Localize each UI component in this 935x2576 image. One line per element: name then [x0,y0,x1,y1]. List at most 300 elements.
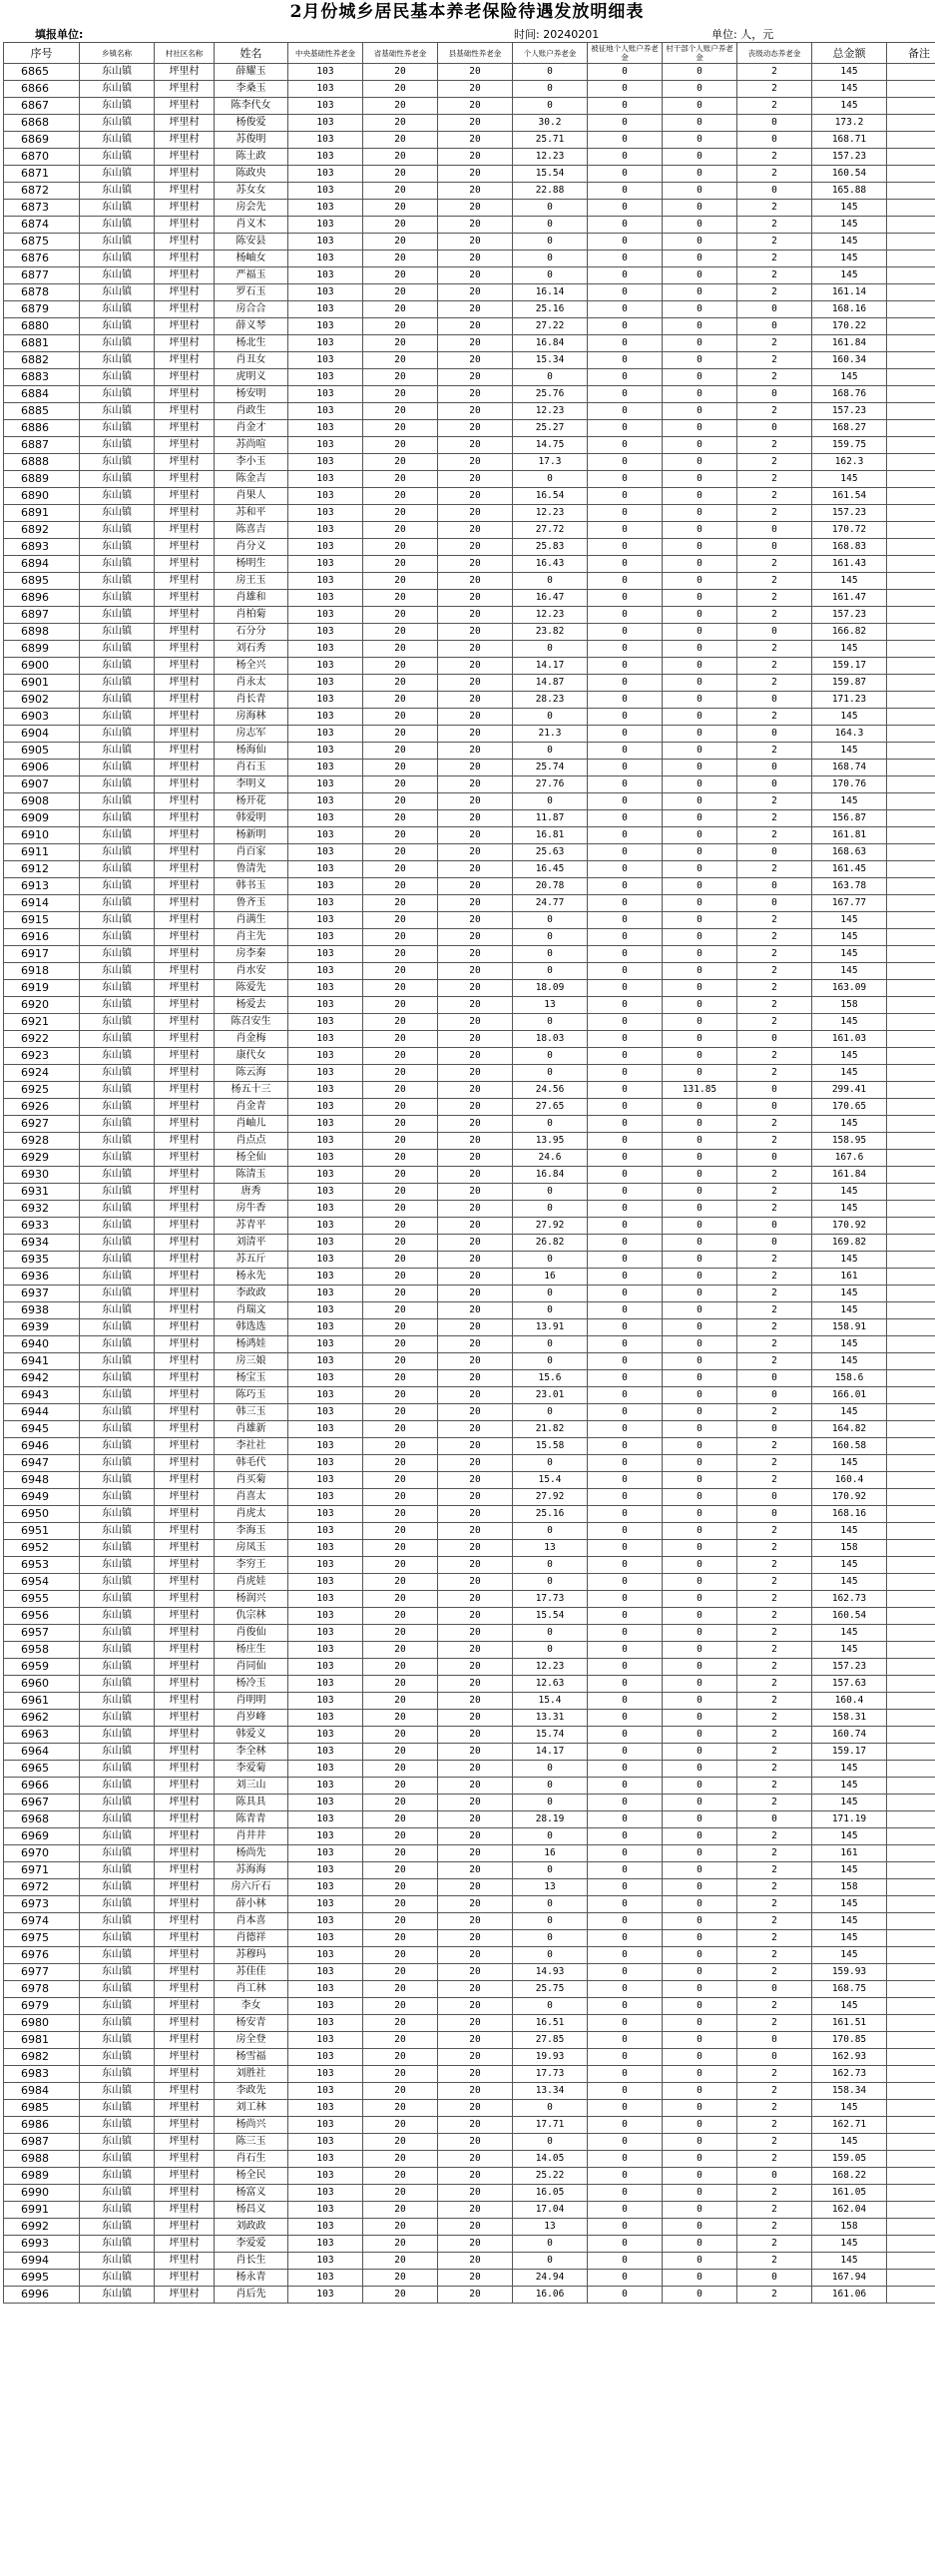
cell-name: 李桑玉 [215,81,288,98]
cell-name: 李爱爱 [215,2236,288,2253]
cell-name: 杨尚兴 [215,2117,288,2134]
cell-total: 145 [812,1286,887,1302]
cell-county: 20 [438,1286,513,1302]
cell-land-acquired: 0 [588,149,663,166]
cell-county: 20 [438,183,513,200]
cell-village-cadre: 0 [663,2219,737,2236]
cell-central: 103 [288,2083,363,2100]
cell-town: 东山镇 [80,1286,155,1302]
col-header-town: 乡镇名称 [80,43,155,64]
cell-central: 103 [288,1879,363,1896]
cell-total: 145 [812,641,887,658]
cell-name: 陈云海 [215,1065,288,1082]
cell-village: 坪里村 [155,1472,215,1489]
cell-total: 158.31 [812,1710,887,1727]
cell-name: 陈巧玉 [215,1387,288,1404]
cell-seq: 6977 [4,1964,80,1981]
cell-town: 东山镇 [80,454,155,471]
cell-village: 坪里村 [155,1879,215,1896]
cell-land-acquired: 0 [588,1625,663,1642]
cell-remark [887,2219,935,2236]
cell-land-acquired: 0 [588,2287,663,2304]
cell-central: 103 [288,352,363,369]
cell-name: 肖分义 [215,539,288,556]
cell-name: 房牛香 [215,1201,288,1218]
cell-seq: 6947 [4,1455,80,1472]
cell-village-cadre: 0 [663,861,737,878]
cell-county: 20 [438,352,513,369]
cell-seq: 6939 [4,1319,80,1336]
cell-name: 陈清玉 [215,1167,288,1184]
cell-name: 韩书玉 [215,878,288,895]
cell-central: 103 [288,1235,363,1252]
cell-land-acquired: 0 [588,1557,663,1574]
cell-total: 145 [812,1252,887,1269]
cell-personal: 0 [513,1252,588,1269]
cell-dynamic: 2 [737,1184,812,1201]
cell-village: 坪里村 [155,217,215,234]
cell-remark [887,1082,935,1099]
cell-seq: 6926 [4,1099,80,1116]
cell-central: 103 [288,454,363,471]
cell-remark [887,98,935,115]
cell-total: 161 [812,1845,887,1862]
cell-land-acquired: 0 [588,861,663,878]
cell-total: 145 [812,369,887,386]
table-row [4,1370,935,1387]
cell-town: 东山镇 [80,1116,155,1133]
cell-dynamic: 2 [737,1404,812,1421]
cell-personal: 0 [513,1065,588,1082]
cell-county: 20 [438,1591,513,1608]
cell-seq: 6985 [4,2100,80,2117]
cell-county: 20 [438,1795,513,1811]
cell-total: 145 [812,1065,887,1082]
table-row [4,641,935,658]
cell-village: 坪里村 [155,810,215,827]
cell-central: 103 [288,2236,363,2253]
cell-village: 坪里村 [155,1133,215,1150]
cell-central: 103 [288,607,363,624]
cell-village-cadre: 0 [663,1235,737,1252]
cell-village-cadre: 0 [663,1659,737,1676]
cell-central: 103 [288,1353,363,1370]
cell-central: 103 [288,1761,363,1778]
cell-name: 陈召安生 [215,1014,288,1031]
cell-total: 299.41 [812,1082,887,1099]
cell-remark [887,1693,935,1710]
table-row [4,1387,935,1404]
cell-county: 20 [438,1625,513,1642]
cell-town: 东山镇 [80,1353,155,1370]
cell-county: 20 [438,1845,513,1862]
cell-total: 145 [812,709,887,726]
cell-personal: 0 [513,2236,588,2253]
cell-seq: 6900 [4,658,80,675]
cell-dynamic: 2 [737,81,812,98]
col-header-village: 村社区名称 [155,43,215,64]
cell-province: 20 [363,946,438,963]
cell-remark [887,2049,935,2066]
cell-village-cadre: 0 [663,217,737,234]
cell-land-acquired: 0 [588,217,663,234]
cell-village-cadre: 0 [663,386,737,403]
cell-dynamic: 2 [737,352,812,369]
cell-town: 东山镇 [80,2168,155,2185]
cell-seq: 6892 [4,522,80,539]
cell-personal: 12.23 [513,149,588,166]
cell-county: 20 [438,929,513,946]
cell-village-cadre: 0 [663,980,737,997]
cell-province: 20 [363,1218,438,1235]
cell-remark [887,2270,935,2287]
cell-village: 坪里村 [155,1947,215,1964]
cell-village-cadre: 0 [663,946,737,963]
cell-remark [887,1608,935,1625]
cell-town: 东山镇 [80,2270,155,2287]
cell-land-acquired: 0 [588,929,663,946]
cell-village-cadre: 0 [663,183,737,200]
cell-village-cadre: 0 [663,878,737,895]
cell-province: 20 [363,64,438,81]
cell-village-cadre: 0 [663,1489,737,1506]
cell-personal: 0 [513,1761,588,1778]
cell-name: 肖满生 [215,912,288,929]
cell-seq: 6903 [4,709,80,726]
cell-personal: 0 [513,1896,588,1913]
cell-dynamic: 0 [737,1489,812,1506]
cell-province: 20 [363,1031,438,1048]
cell-dynamic: 2 [737,1167,812,1184]
cell-name: 肖虎娃 [215,1574,288,1591]
cell-total: 158 [812,997,887,1014]
cell-village: 坪里村 [155,1523,215,1540]
cell-province: 20 [363,1727,438,1744]
cell-remark [887,81,935,98]
cell-personal: 0 [513,98,588,115]
cell-province: 20 [363,81,438,98]
cell-name: 鲁清先 [215,861,288,878]
cell-province: 20 [363,1761,438,1778]
cell-village-cadre: 0 [663,149,737,166]
table-row [4,1727,935,1744]
cell-seq: 6940 [4,1336,80,1353]
cell-central: 103 [288,488,363,505]
cell-county: 20 [438,1964,513,1981]
cell-county: 20 [438,1930,513,1947]
cell-county: 20 [438,1269,513,1286]
cell-village: 坪里村 [155,183,215,200]
table-row [4,2168,935,2185]
cell-village-cadre: 0 [663,301,737,318]
cell-province: 20 [363,1387,438,1404]
cell-total: 157.63 [812,1676,887,1693]
cell-village-cadre: 0 [663,1269,737,1286]
cell-name: 李海玉 [215,1523,288,1540]
cell-central: 103 [288,1031,363,1048]
cell-dynamic: 0 [737,115,812,132]
cell-personal: 0 [513,234,588,251]
cell-seq: 6928 [4,1133,80,1150]
cell-total: 168.83 [812,539,887,556]
cell-personal: 14.17 [513,658,588,675]
cell-central: 103 [288,1116,363,1133]
cell-land-acquired: 0 [588,1828,663,1845]
cell-dynamic: 2 [737,2015,812,2032]
cell-central: 103 [288,692,363,709]
cell-total: 159.17 [812,658,887,675]
cell-town: 东山镇 [80,64,155,81]
cell-county: 20 [438,284,513,301]
table-row [4,624,935,641]
cell-town: 东山镇 [80,369,155,386]
cell-village: 坪里村 [155,1370,215,1387]
cell-village: 坪里村 [155,1964,215,1981]
cell-central: 103 [288,1693,363,1710]
cell-remark [887,1964,935,1981]
cell-name: 刘政政 [215,2219,288,2236]
cell-province: 20 [363,369,438,386]
cell-province: 20 [363,1710,438,1727]
cell-remark [887,1387,935,1404]
cell-province: 20 [363,2134,438,2151]
cell-personal: 0 [513,1557,588,1574]
cell-village: 坪里村 [155,895,215,912]
cell-village: 坪里村 [155,251,215,267]
cell-province: 20 [363,590,438,607]
cell-central: 103 [288,1540,363,1557]
cell-total: 145 [812,1523,887,1540]
cell-village: 坪里村 [155,1845,215,1862]
cell-province: 20 [363,1778,438,1795]
cell-village-cadre: 0 [663,1862,737,1879]
cell-province: 20 [363,1862,438,1879]
cell-province: 20 [363,1201,438,1218]
cell-central: 103 [288,1133,363,1150]
cell-personal: 21.3 [513,726,588,743]
cell-village-cadre: 0 [663,844,737,861]
cell-land-acquired: 0 [588,1218,663,1235]
cell-land-acquired: 0 [588,2066,663,2083]
cell-village: 坪里村 [155,1506,215,1523]
cell-dynamic: 2 [737,2134,812,2151]
cell-land-acquired: 0 [588,1727,663,1744]
cell-seq: 6988 [4,2151,80,2168]
cell-dynamic: 2 [737,793,812,810]
cell-village-cadre: 0 [663,963,737,980]
cell-province: 20 [363,726,438,743]
cell-province: 20 [363,1048,438,1065]
cell-seq: 6936 [4,1269,80,1286]
cell-dynamic: 0 [737,301,812,318]
cell-total: 158 [812,1879,887,1896]
cell-land-acquired: 0 [588,1574,663,1591]
table-body [4,64,935,2304]
cell-personal: 27.72 [513,522,588,539]
cell-land-acquired: 0 [588,675,663,692]
cell-town: 东山镇 [80,1845,155,1862]
table-row [4,2134,935,2151]
cell-central: 103 [288,539,363,556]
cell-land-acquired: 0 [588,183,663,200]
cell-town: 东山镇 [80,1167,155,1184]
table-row [4,454,935,471]
cell-personal: 0 [513,709,588,726]
cell-village: 坪里村 [155,352,215,369]
cell-remark [887,2015,935,2032]
cell-central: 103 [288,1065,363,1082]
cell-total: 145 [812,98,887,115]
cell-personal: 0 [513,641,588,658]
cell-county: 20 [438,403,513,420]
cell-province: 20 [363,1523,438,1540]
cell-village: 坪里村 [155,1150,215,1167]
cell-seq: 6916 [4,929,80,946]
cell-village: 坪里村 [155,760,215,776]
cell-land-acquired: 0 [588,1489,663,1506]
report-title: 2月份城乡居民基本养老保险待遇发放明细表 [289,2,645,22]
cell-dynamic: 2 [737,946,812,963]
table-row [4,1778,935,1795]
cell-personal: 15.54 [513,1608,588,1625]
cell-province: 20 [363,284,438,301]
cell-village: 坪里村 [155,1693,215,1710]
table-row [4,1998,935,2015]
cell-county: 20 [438,454,513,471]
cell-county: 20 [438,844,513,861]
cell-personal: 0 [513,1404,588,1421]
cell-total: 145 [812,1201,887,1218]
cell-village-cadre: 0 [663,624,737,641]
cell-remark [887,641,935,658]
cell-dynamic: 2 [737,1693,812,1710]
table-row [4,1048,935,1065]
cell-village-cadre: 0 [663,1540,737,1557]
cell-central: 103 [288,1455,363,1472]
cell-village-cadre: 0 [663,64,737,81]
cell-seq: 6872 [4,183,80,200]
cell-county: 20 [438,1133,513,1150]
cell-seq: 6952 [4,1540,80,1557]
cell-remark [887,1557,935,1574]
cell-county: 20 [438,1828,513,1845]
cell-dynamic: 2 [737,1201,812,1218]
table-row [4,709,935,726]
cell-remark [887,573,935,590]
cell-land-acquired: 0 [588,726,663,743]
cell-town: 东山镇 [80,607,155,624]
cell-village: 坪里村 [155,471,215,488]
cell-land-acquired: 0 [588,1252,663,1269]
cell-remark [887,1744,935,1761]
cell-total: 157.23 [812,607,887,624]
cell-province: 20 [363,810,438,827]
cell-land-acquired: 0 [588,1065,663,1082]
cell-province: 20 [363,471,438,488]
cell-dynamic: 2 [737,556,812,573]
cell-village: 坪里村 [155,301,215,318]
cell-remark [887,997,935,1014]
cell-village-cadre: 0 [663,2049,737,2066]
cell-village: 坪里村 [155,1811,215,1828]
cell-land-acquired: 0 [588,81,663,98]
cell-personal: 25.75 [513,1981,588,1998]
cell-county: 20 [438,590,513,607]
cell-name: 肖永太 [215,675,288,692]
cell-town: 东山镇 [80,1523,155,1540]
cell-name: 杨爱去 [215,997,288,1014]
cell-village-cadre: 0 [663,166,737,183]
cell-seq: 6891 [4,505,80,522]
cell-land-acquired: 0 [588,318,663,335]
cell-province: 20 [363,1591,438,1608]
cell-village-cadre: 0 [663,2066,737,2083]
cell-village-cadre: 0 [663,1574,737,1591]
cell-village: 坪里村 [155,2270,215,2287]
cell-total: 160.58 [812,1438,887,1455]
cell-province: 20 [363,1913,438,1930]
cell-seq: 6915 [4,912,80,929]
cell-county: 20 [438,318,513,335]
cell-land-acquired: 0 [588,1099,663,1116]
table-row [4,946,935,963]
cell-seq: 6969 [4,1828,80,1845]
cell-village: 坪里村 [155,1387,215,1404]
table-row [4,1744,935,1761]
cell-dynamic: 2 [737,437,812,454]
cell-seq: 6908 [4,793,80,810]
cell-village-cadre: 0 [663,1676,737,1693]
cell-remark [887,963,935,980]
cell-town: 东山镇 [80,81,155,98]
cell-central: 103 [288,1557,363,1574]
cell-total: 145 [812,2236,887,2253]
cell-county: 20 [438,1048,513,1065]
cell-seq: 6875 [4,234,80,251]
cell-seq: 6949 [4,1489,80,1506]
cell-dynamic: 2 [737,454,812,471]
cell-province: 20 [363,2236,438,2253]
cell-name: 肖后先 [215,2287,288,2304]
cell-name: 李穷王 [215,1557,288,1574]
cell-name: 肖柏菊 [215,607,288,624]
cell-county: 20 [438,1167,513,1184]
cell-personal: 0 [513,1184,588,1201]
cell-town: 东山镇 [80,2100,155,2117]
cell-village: 坪里村 [155,2236,215,2253]
cell-dynamic: 2 [737,590,812,607]
cell-land-acquired: 0 [588,1591,663,1608]
table-row [4,149,935,166]
cell-town: 东山镇 [80,132,155,149]
cell-town: 东山镇 [80,1693,155,1710]
cell-province: 20 [363,267,438,284]
cell-remark [887,200,935,217]
cell-province: 20 [363,1642,438,1659]
table-row [4,301,935,318]
cell-remark [887,2253,935,2270]
cell-province: 20 [363,1184,438,1201]
cell-county: 20 [438,1455,513,1472]
cell-total: 145 [812,1795,887,1811]
cell-seq: 6866 [4,81,80,98]
cell-total: 158 [812,2219,887,2236]
cell-village-cadre: 0 [663,573,737,590]
cell-province: 20 [363,200,438,217]
cell-land-acquired: 0 [588,1676,663,1693]
cell-remark [887,2287,935,2304]
cell-town: 东山镇 [80,1727,155,1744]
